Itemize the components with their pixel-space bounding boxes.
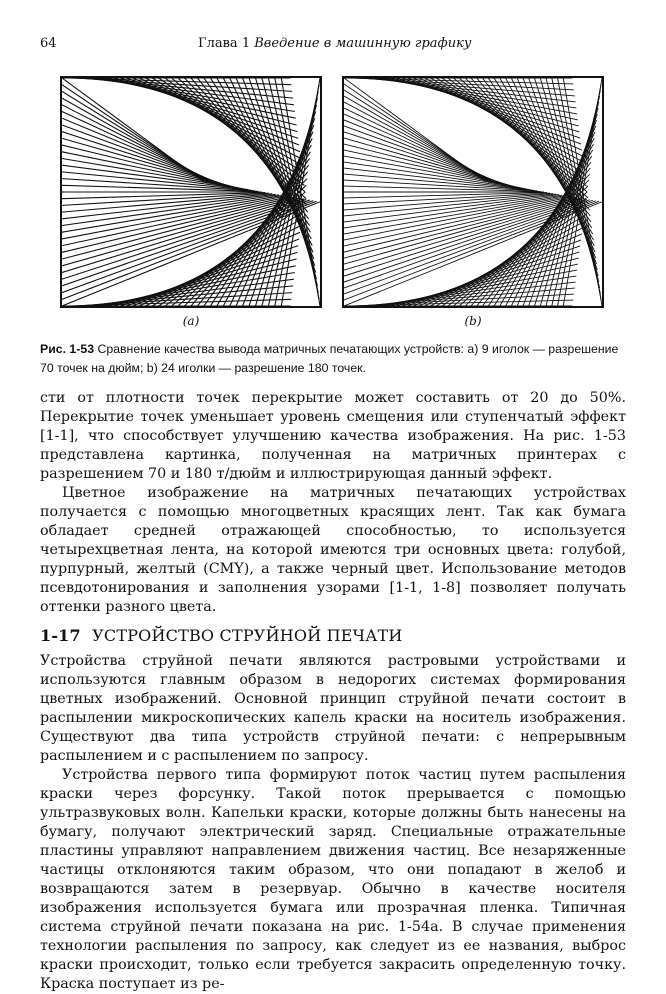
paragraph: сти от плотности точек перекрытие может составить от 20 до 50%. Перекрытие точек уменьшает уровень смещения или ступенчатый эффект [1-1], что способствует улучшению качества изображения. На рис. 1-53 представлена картинка, полученная на матричных принтерах с разрешением 70 и 180 т/дюйм и иллюстрирующая данный эффект. <box>40 390 626 482</box>
text-block-1 <box>40 389 626 617</box>
section-number: 1-17 <box>40 626 81 645</box>
pattern-line <box>344 195 562 228</box>
pattern-line <box>396 78 580 132</box>
pattern-line <box>62 152 241 189</box>
pattern-line <box>344 201 596 294</box>
panel-label-b: (b) <box>464 314 482 328</box>
chapter-title: Введение в машинную графику <box>254 36 472 51</box>
pattern-line <box>344 200 593 288</box>
section-heading <box>40 626 403 645</box>
paragraph: Устройства струйной печати являются растровыми устройствами и используются главным образом в недорогих системах формирования цветных изображений. Основной принцип струйной печати состоит в распылении микроскопических капель краски на носитель изображения. Существуют два типа устройств струйной печати: с непрерывным распылением и с распылением по запросу. <box>40 653 626 764</box>
line-pattern-a <box>62 78 320 306</box>
figure-caption <box>40 340 626 378</box>
pattern-line <box>62 125 228 186</box>
pattern-line <box>268 91 318 306</box>
running-header <box>40 36 626 58</box>
pattern-line <box>344 138 516 187</box>
section-title: УСТРОЙСТВО СТРУЙНОЙ ПЕЧАТИ <box>92 626 403 645</box>
figure-1-53 <box>60 76 606 332</box>
paragraph: Цветное изображение на матричных печатающих устройствах получается с помощью многоцветных красящих лент. Так как бумага обладает средней отражающей способностью, то используется четырехцветная лента, на которой имеются три основных цвета: голубой, пурпурный, желтый (CMY), а также черный цвет. Использование методов псевдотонирования и заполнения узорами [1-1, 1-8] позволяет получать оттенки разного цвета. <box>40 485 626 615</box>
pattern-line <box>62 145 238 188</box>
chapter-label: Глава 1 <box>198 36 251 51</box>
running-head-title <box>198 36 471 51</box>
pattern-line <box>494 150 593 306</box>
panel-label-a: (a) <box>182 314 200 328</box>
caption-text: Сравнение качества вывода матричных печатающих устройств: a) 9 иголок — разрешение 70 точек на дюйм; b) 24 иголки — разрешение 180 точек. <box>40 342 619 375</box>
pattern-line <box>344 126 510 186</box>
paragraph: Устройства первого типа формируют поток частиц путем распыления краски через форсунку. Такой поток прерывается с помощью ультразвуковых волн. Капельки краски, которые должны быть нанесены на бумагу, получают электрический заряд. Специальные отражательные пластины управляют направлением движения частиц. Все незаряженные частицы отклоняются таким образом, что они попадают в желоб и возвращаются затем в резервуар. Обычно в качестве носителя изображения используется бумага или прозрачная пленка. Типичная система струйной печати показана на рис. 1-54a. В случае применения технологии распыления по запросу, как следует из ее названия, выброс краски происходит, только если требуется закрасить определенную точку. Краска поступает из ре- <box>40 767 626 992</box>
pattern-line <box>552 78 601 294</box>
pattern-line <box>268 78 318 293</box>
line-pattern-b <box>344 78 602 306</box>
pattern-line <box>344 193 550 204</box>
line-pattern-panel-a <box>60 76 322 308</box>
line-pattern-panel-b <box>342 76 604 308</box>
caption-number: Рис. 1-53 <box>40 342 95 356</box>
text-block-2 <box>40 652 626 994</box>
page-number: 64 <box>40 36 57 51</box>
